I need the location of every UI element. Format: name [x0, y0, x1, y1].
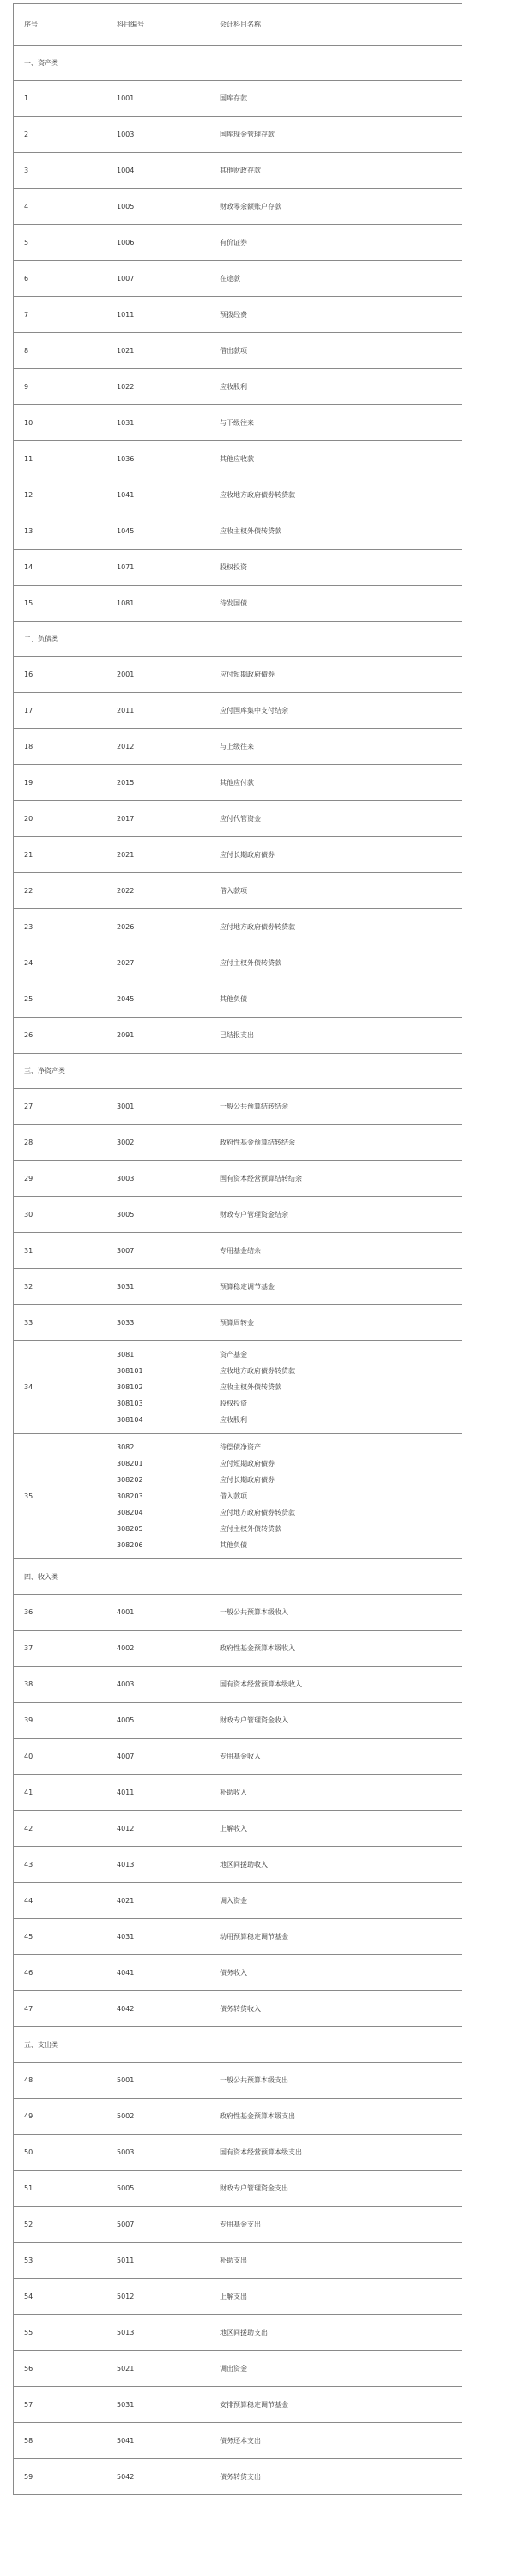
row-number: 46 — [14, 1955, 106, 1991]
table-row — [14, 837, 462, 873]
row-number: 13 — [14, 513, 106, 550]
table-row — [14, 2063, 462, 2099]
table-row — [14, 1269, 462, 1305]
account-code: 3003 — [106, 1161, 209, 1197]
account-code: 308203 — [117, 1492, 143, 1500]
account-name: 补助收入 — [209, 1775, 462, 1811]
account-code: 3005 — [106, 1197, 209, 1233]
account-name: 专用基金收入 — [209, 1739, 462, 1775]
account-code: 5011 — [106, 2243, 209, 2279]
account-code: 2015 — [106, 765, 209, 801]
row-number: 45 — [14, 1919, 106, 1955]
account-name: 补助支出 — [209, 2243, 462, 2279]
account-name: 在途款 — [209, 261, 462, 297]
row-number: 1 — [14, 81, 106, 117]
table-row — [14, 1305, 462, 1341]
account-name: 财政零余额账户存款 — [209, 189, 462, 225]
account-code: 1003 — [106, 117, 209, 153]
account-code: 3033 — [106, 1305, 209, 1341]
table-row — [14, 1667, 462, 1703]
row-number: 39 — [14, 1703, 106, 1739]
account-code: 2011 — [106, 693, 209, 729]
row-number: 15 — [14, 586, 106, 622]
account-code: 5012 — [106, 2279, 209, 2315]
table-row — [14, 441, 462, 477]
row-number: 25 — [14, 981, 106, 1018]
table-row — [14, 1089, 462, 1125]
table-row — [14, 477, 462, 513]
account-code: 5007 — [106, 2207, 209, 2243]
row-number: 3 — [14, 153, 106, 189]
account-name: 预算周转金 — [209, 1305, 462, 1341]
table-row — [14, 729, 462, 765]
row-number: 19 — [14, 765, 106, 801]
account-name: 应付主权外债转贷款 — [220, 1525, 281, 1533]
row-number: 32 — [14, 1269, 106, 1305]
row-number: 11 — [14, 441, 106, 477]
section-title: 三、净资产类 — [14, 1054, 462, 1089]
account-name: 应付地方政府债券转贷款 — [220, 1509, 295, 1516]
account-name: 应收股利 — [209, 369, 462, 405]
row-number: 20 — [14, 801, 106, 837]
account-name: 借出款项 — [209, 333, 462, 369]
account-code: 2001 — [106, 657, 209, 693]
row-number: 49 — [14, 2099, 106, 2135]
account-name: 应付长期政府债券 — [220, 1476, 275, 1484]
account-code-cell — [106, 1341, 209, 1434]
account-code: 308103 — [117, 1400, 143, 1407]
row-number: 35 — [14, 1434, 106, 1559]
row-number: 17 — [14, 693, 106, 729]
account-code: 1045 — [106, 513, 209, 550]
row-number: 51 — [14, 2171, 106, 2207]
table-row — [14, 189, 462, 225]
row-number: 9 — [14, 369, 106, 405]
account-name: 债务转贷支出 — [209, 2459, 462, 2495]
account-name: 一般公共预算本级收入 — [209, 1595, 462, 1631]
account-name: 一般公共预算结转结余 — [209, 1089, 462, 1125]
accounts-table — [13, 3, 462, 2495]
row-number: 16 — [14, 657, 106, 693]
account-name: 国有资本经营预算结转结余 — [209, 1161, 462, 1197]
account-name: 应付主权外债转贷款 — [209, 945, 462, 981]
table-row — [14, 261, 462, 297]
account-code: 1005 — [106, 189, 209, 225]
account-code: 1007 — [106, 261, 209, 297]
table-row — [14, 2243, 462, 2279]
row-number: 37 — [14, 1631, 106, 1667]
account-name: 资产基金 — [220, 1351, 247, 1358]
row-number: 31 — [14, 1233, 106, 1269]
account-name: 一般公共预算本级支出 — [209, 2063, 462, 2099]
account-code: 308206 — [117, 1541, 143, 1549]
row-number: 10 — [14, 405, 106, 441]
accounts-sheet — [13, 3, 462, 2495]
account-name: 其他负债 — [209, 981, 462, 1018]
table-row — [14, 2315, 462, 2351]
account-name: 应收主权外债转贷款 — [220, 1383, 281, 1391]
account-code: 4007 — [106, 1739, 209, 1775]
table-row — [14, 1595, 462, 1631]
table-row — [14, 81, 462, 117]
table-row — [14, 1883, 462, 1919]
account-code: 5002 — [106, 2099, 209, 2135]
account-code: 2012 — [106, 729, 209, 765]
table-row — [14, 1991, 462, 2027]
row-number: 5 — [14, 225, 106, 261]
account-code: 4013 — [106, 1847, 209, 1883]
account-code: 2021 — [106, 837, 209, 873]
account-name: 应收股利 — [220, 1416, 247, 1424]
account-name: 安排预算稳定调节基金 — [209, 2387, 462, 2423]
account-code: 4012 — [106, 1811, 209, 1847]
account-name: 股权投资 — [220, 1400, 247, 1407]
section-title: 一、资产类 — [14, 46, 462, 81]
row-number: 48 — [14, 2063, 106, 2099]
table-row — [14, 586, 462, 622]
account-code: 4021 — [106, 1883, 209, 1919]
table-row — [14, 1631, 462, 1667]
account-code: 5003 — [106, 2135, 209, 2171]
account-code: 308101 — [117, 1367, 143, 1375]
account-name: 应付长期政府债券 — [209, 837, 462, 873]
account-code: 4002 — [106, 1631, 209, 1667]
account-name: 其他财政存款 — [209, 153, 462, 189]
account-name: 借入款项 — [209, 873, 462, 909]
account-code: 1006 — [106, 225, 209, 261]
account-name: 与上级往来 — [209, 729, 462, 765]
table-row — [14, 2207, 462, 2243]
account-code: 1036 — [106, 441, 209, 477]
row-number: 53 — [14, 2243, 106, 2279]
table-row — [14, 1341, 462, 1434]
account-code: 1004 — [106, 153, 209, 189]
row-number: 43 — [14, 1847, 106, 1883]
table-row — [14, 801, 462, 837]
account-name: 其他应付款 — [209, 765, 462, 801]
table-row — [14, 369, 462, 405]
table-row — [14, 1775, 462, 1811]
row-number: 22 — [14, 873, 106, 909]
row-number: 41 — [14, 1775, 106, 1811]
table-body — [14, 4, 462, 2495]
account-name: 国库现金管理存款 — [209, 117, 462, 153]
header-row — [14, 4, 462, 46]
account-name: 财政专户管理资金支出 — [209, 2171, 462, 2207]
account-code: 1022 — [106, 369, 209, 405]
account-code: 3002 — [106, 1125, 209, 1161]
row-number: 33 — [14, 1305, 106, 1341]
account-code: 3007 — [106, 1233, 209, 1269]
row-number: 57 — [14, 2387, 106, 2423]
table-row — [14, 1197, 462, 1233]
header-no: 序号 — [14, 4, 106, 46]
table-row — [14, 1703, 462, 1739]
table-row — [14, 225, 462, 261]
account-name: 待发国债 — [209, 586, 462, 622]
row-number: 2 — [14, 117, 106, 153]
account-code: 1071 — [106, 550, 209, 586]
row-number: 26 — [14, 1018, 106, 1054]
row-number: 28 — [14, 1125, 106, 1161]
account-name: 财政专户管理资金结余 — [209, 1197, 462, 1233]
table-row — [14, 117, 462, 153]
account-name: 财政专户管理资金收入 — [209, 1703, 462, 1739]
account-code: 2022 — [106, 873, 209, 909]
account-code: 2045 — [106, 981, 209, 1018]
account-code: 2091 — [106, 1018, 209, 1054]
account-name: 国有资本经营预算本级收入 — [209, 1667, 462, 1703]
row-number: 38 — [14, 1667, 106, 1703]
account-code: 3031 — [106, 1269, 209, 1305]
account-code: 2027 — [106, 945, 209, 981]
section-title: 四、收入类 — [14, 1559, 462, 1595]
account-name: 应收主权外债转贷款 — [209, 513, 462, 550]
account-code: 4001 — [106, 1595, 209, 1631]
account-name: 政府性基金预算本级收入 — [209, 1631, 462, 1667]
account-code: 4042 — [106, 1991, 209, 2027]
row-number: 52 — [14, 2207, 106, 2243]
account-name-cell — [209, 1434, 462, 1559]
row-number: 23 — [14, 909, 106, 945]
row-number: 29 — [14, 1161, 106, 1197]
table-row — [14, 657, 462, 693]
row-number: 40 — [14, 1739, 106, 1775]
account-code: 1021 — [106, 333, 209, 369]
account-name: 已结报支出 — [209, 1018, 462, 1054]
account-name: 国有资本经营预算本级支出 — [209, 2135, 462, 2171]
account-code: 4011 — [106, 1775, 209, 1811]
section-title: 五、支出类 — [14, 2027, 462, 2063]
account-code: 308205 — [117, 1525, 143, 1533]
account-name: 与下级往来 — [209, 405, 462, 441]
row-number: 59 — [14, 2459, 106, 2495]
table-row — [14, 297, 462, 333]
table-row — [14, 2171, 462, 2207]
row-number: 34 — [14, 1341, 106, 1434]
account-code: 2017 — [106, 801, 209, 837]
account-code: 5041 — [106, 2423, 209, 2459]
table-row — [14, 2459, 462, 2495]
account-name: 动用预算稳定调节基金 — [209, 1919, 462, 1955]
row-number: 21 — [14, 837, 106, 873]
account-code: 5031 — [106, 2387, 209, 2423]
row-number: 56 — [14, 2351, 106, 2387]
account-name: 地区间援助收入 — [209, 1847, 462, 1883]
table-row — [14, 1018, 462, 1054]
section-title: 二、负债类 — [14, 622, 462, 657]
account-code: 308201 — [117, 1460, 143, 1467]
account-code: 4005 — [106, 1703, 209, 1739]
table-row — [14, 1434, 462, 1559]
account-code: 1031 — [106, 405, 209, 441]
table-row — [14, 2135, 462, 2171]
account-name-cell — [209, 1341, 462, 1434]
account-code: 308204 — [117, 1509, 143, 1516]
account-code: 3081 — [117, 1351, 135, 1358]
table-row — [14, 945, 462, 981]
account-name: 政府性基金预算本级支出 — [209, 2099, 462, 2135]
account-name: 上解收入 — [209, 1811, 462, 1847]
header-name: 会计科目名称 — [209, 4, 462, 46]
account-code: 5021 — [106, 2351, 209, 2387]
row-number: 8 — [14, 333, 106, 369]
account-name: 其他负债 — [220, 1541, 247, 1549]
account-name: 有价证券 — [209, 225, 462, 261]
row-number: 6 — [14, 261, 106, 297]
account-code: 1001 — [106, 81, 209, 117]
section-row — [14, 46, 462, 81]
row-number: 47 — [14, 1991, 106, 2027]
table-row — [14, 2351, 462, 2387]
account-name: 待偿债净资产 — [220, 1443, 261, 1451]
account-name: 国库存款 — [209, 81, 462, 117]
section-row — [14, 2027, 462, 2063]
table-row — [14, 765, 462, 801]
table-row — [14, 693, 462, 729]
table-row — [14, 153, 462, 189]
row-number: 7 — [14, 297, 106, 333]
account-code: 4041 — [106, 1955, 209, 1991]
table-row — [14, 909, 462, 945]
account-name: 债务转贷收入 — [209, 1991, 462, 2027]
account-name: 预拨经费 — [209, 297, 462, 333]
table-row — [14, 1125, 462, 1161]
table-row — [14, 873, 462, 909]
table-row — [14, 1847, 462, 1883]
account-name: 上解支出 — [209, 2279, 462, 2315]
account-name: 地区间援助支出 — [209, 2315, 462, 2351]
account-name: 借入款项 — [220, 1492, 247, 1500]
account-code: 4003 — [106, 1667, 209, 1703]
account-code: 308202 — [117, 1476, 143, 1484]
account-code: 5042 — [106, 2459, 209, 2495]
header-code: 科目编号 — [106, 4, 209, 46]
account-code-cell — [106, 1434, 209, 1559]
account-name: 应付国库集中支付结余 — [209, 693, 462, 729]
row-number: 27 — [14, 1089, 106, 1125]
section-row — [14, 1559, 462, 1595]
row-number: 12 — [14, 477, 106, 513]
account-name: 预算稳定调节基金 — [209, 1269, 462, 1305]
account-code: 5005 — [106, 2171, 209, 2207]
account-code: 4031 — [106, 1919, 209, 1955]
account-name: 调出资金 — [209, 2351, 462, 2387]
row-number: 50 — [14, 2135, 106, 2171]
account-code: 308102 — [117, 1383, 143, 1391]
row-number: 24 — [14, 945, 106, 981]
account-name: 应付代管资金 — [209, 801, 462, 837]
row-number: 4 — [14, 189, 106, 225]
section-row — [14, 622, 462, 657]
section-row — [14, 1054, 462, 1089]
account-name: 政府性基金预算结转结余 — [209, 1125, 462, 1161]
account-code: 3001 — [106, 1089, 209, 1125]
row-number: 54 — [14, 2279, 106, 2315]
table-row — [14, 333, 462, 369]
table-row — [14, 513, 462, 550]
table-row — [14, 1955, 462, 1991]
table-row — [14, 1919, 462, 1955]
table-row — [14, 1739, 462, 1775]
table-row — [14, 2387, 462, 2423]
account-code: 5001 — [106, 2063, 209, 2099]
row-number: 42 — [14, 1811, 106, 1847]
table-row — [14, 1811, 462, 1847]
table-row — [14, 1161, 462, 1197]
account-code: 3082 — [117, 1443, 135, 1451]
row-number: 14 — [14, 550, 106, 586]
row-number: 18 — [14, 729, 106, 765]
account-code: 1011 — [106, 297, 209, 333]
account-name: 债务收入 — [209, 1955, 462, 1991]
account-name: 应付地方政府债券转贷款 — [209, 909, 462, 945]
table-row — [14, 981, 462, 1018]
account-code: 1041 — [106, 477, 209, 513]
account-name: 其他应收款 — [209, 441, 462, 477]
account-code: 308104 — [117, 1416, 143, 1424]
table-row — [14, 550, 462, 586]
account-name: 调入资金 — [209, 1883, 462, 1919]
account-code: 1081 — [106, 586, 209, 622]
row-number: 36 — [14, 1595, 106, 1631]
table-row — [14, 1233, 462, 1269]
table-row — [14, 2099, 462, 2135]
account-name: 应付短期政府债券 — [220, 1460, 275, 1467]
account-name: 专用基金结余 — [209, 1233, 462, 1269]
row-number: 55 — [14, 2315, 106, 2351]
table-row — [14, 2423, 462, 2459]
table-row — [14, 2279, 462, 2315]
row-number: 44 — [14, 1883, 106, 1919]
account-name: 应收地方政府债券转贷款 — [220, 1367, 295, 1375]
account-name: 应收地方政府债券转贷款 — [209, 477, 462, 513]
account-name: 债务还本支出 — [209, 2423, 462, 2459]
row-number: 58 — [14, 2423, 106, 2459]
row-number: 30 — [14, 1197, 106, 1233]
account-code: 2026 — [106, 909, 209, 945]
account-name: 专用基金支出 — [209, 2207, 462, 2243]
table-row — [14, 405, 462, 441]
account-name: 应付短期政府债券 — [209, 657, 462, 693]
account-name: 股权投资 — [209, 550, 462, 586]
account-code: 5013 — [106, 2315, 209, 2351]
